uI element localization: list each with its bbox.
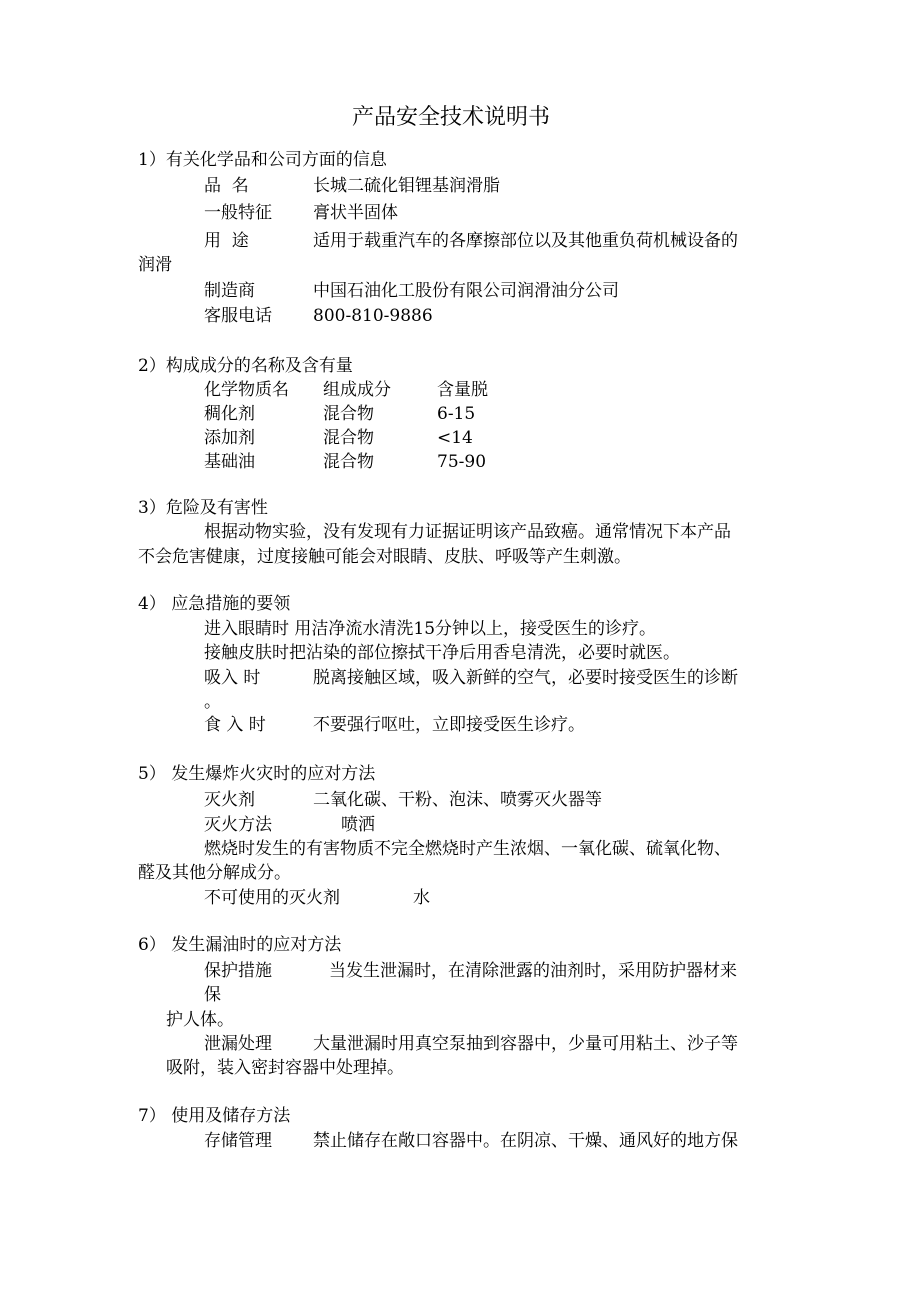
maker-label: 制造商 [204,281,255,301]
forbidden-agent-label: 不可使用的灭火剂 [204,888,340,908]
table-cell: 基础油 [204,452,255,472]
table-cell: 稠化剂 [204,404,255,424]
section-1-heading: 1）有关化学品和公司方面的信息 [138,150,387,170]
storage-label: 存储管理 [204,1131,272,1151]
combustion-text-cont: 醛及其他分解成分。 [138,863,291,883]
phone-value: 800-810-9886 [313,306,433,326]
inhale-label: 吸入 时 [204,668,261,688]
leak-handling-label: 泄漏处理 [204,1034,272,1054]
usage-label: 用 途 [204,231,249,251]
inhale-value: 脱离接触区域，吸入新鲜的空气，必要时接受医生的诊断 [313,668,738,688]
table-cell: 6-15 [437,404,476,424]
table-cell: 75-90 [437,452,487,472]
table-cell: 混合物 [323,452,374,472]
usage-value-cont: 润滑 [138,255,172,275]
storage-value: 禁止储存在敞口容器中。在阴凉、干燥、通风好的地方保 [313,1131,738,1151]
forbidden-agent-value: 水 [413,888,430,908]
section-3-heading: 3）危险及有害性 [138,498,268,518]
extinguish-method-label: 灭火方法 [204,815,272,835]
table-cell: <14 [437,428,473,448]
section-7-heading: 7） 使用及储存方法 [138,1106,291,1126]
ingest-value: 不要强行呕吐，立即接受医生诊疗。 [313,715,585,735]
table-cell: 混合物 [323,404,374,424]
product-name-label: 品 名 [204,176,249,196]
table-header-component: 组成成分 [323,380,391,400]
protection-value: 当发生泄漏时，在清除泄露的油剂时，采用防护器材来 [329,961,737,981]
hazard-text-cont: 不会危害健康，过度接触可能会对眼睛、皮肤、呼吸等产生刺激。 [138,547,631,567]
eye-contact-text: 进入眼睛时 用洁净流水清洗15分钟以上，接受医生的诊疗。 [204,619,657,639]
table-header-substance: 化学物质名 [204,380,289,400]
inhale-value-cont: 。 [204,692,221,712]
leak-handling-value: 大量泄漏时用真空泵抽到容器中，少量可用粘土、沙子等 [313,1034,738,1054]
usage-value: 适用于载重汽车的各摩擦部位以及其他重负荷机械设备的 [313,231,738,251]
ingest-label: 食 入 时 [204,715,266,735]
hazard-text: 根据动物实验，没有发现有力证据证明该产品致癌。通常情况下本产品 [204,522,731,542]
feature-label: 一般特征 [204,203,272,223]
section-4-heading: 4） 应急措施的要领 [138,594,291,614]
section-2-heading: 2）构成成分的名称及含有量 [138,356,353,376]
protection-value-cont: 护人体。 [166,1010,234,1030]
product-name-value: 长城二硫化钼锂基润滑脂 [313,176,500,196]
section-5-heading: 5） 发生爆炸火灾时的应对方法 [138,764,376,784]
extinguish-agent-value: 二氧化碳、干粉、泡沫、喷雾灭火器等 [313,790,602,810]
document-title: 产品安全技术说明书 [352,105,551,130]
extinguish-agent-label: 灭火剂 [204,790,255,810]
combustion-text: 燃烧时发生的有害物质不完全燃烧时产生浓烟、一氧化碳、硫氧化物、 [204,839,731,859]
phone-label: 客服电话 [204,306,272,326]
section-6-heading: 6） 发生漏油时的应对方法 [138,935,342,955]
table-cell: 添加剂 [204,428,255,448]
feature-value: 膏状半固体 [313,203,398,223]
extinguish-method-value: 喷洒 [341,815,375,835]
table-cell: 混合物 [323,428,374,448]
table-header-content: 含量脱 [437,380,488,400]
protection-value-cont: 保 [204,985,221,1005]
skin-contact-text: 接触皮肤时把沾染的部位擦拭干净后用香皂清洗，必要时就医。 [204,643,680,663]
maker-value: 中国石油化工股份有限公司润滑油分公司 [313,281,619,301]
protection-label: 保护措施 [204,961,272,981]
leak-handling-value-cont: 吸附，装入密封容器中处理掉。 [166,1058,404,1078]
